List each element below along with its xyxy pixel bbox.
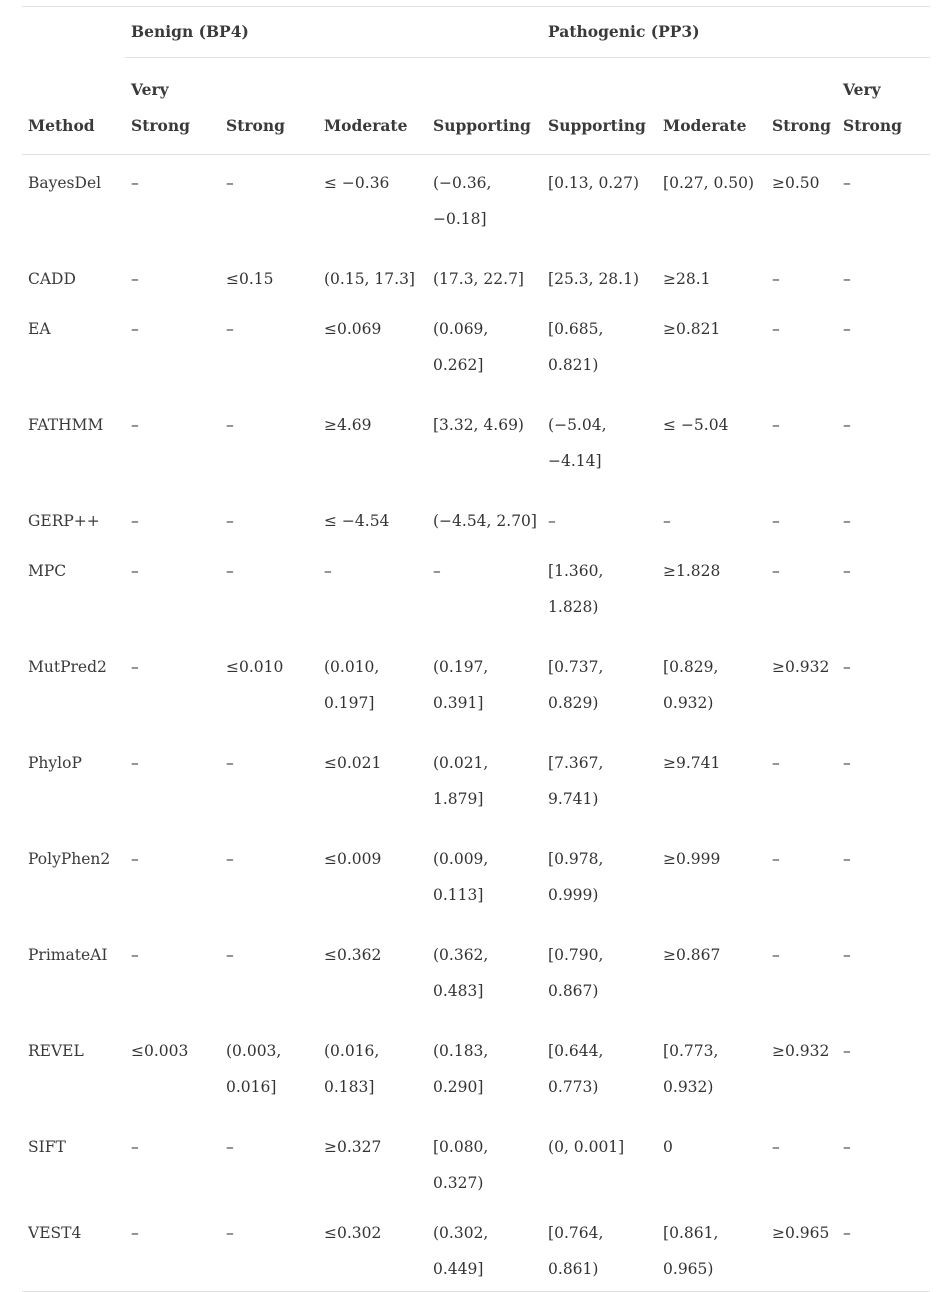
table-cell: ≤0.302 bbox=[318, 1205, 427, 1292]
table-cell: – bbox=[548, 512, 556, 530]
table-row bbox=[22, 639, 930, 735]
table-row bbox=[22, 1023, 930, 1119]
table-cell: ≤ −4.54 bbox=[324, 512, 390, 530]
table-cell: – bbox=[843, 850, 851, 868]
method-cell: GERP++ bbox=[28, 512, 100, 530]
table-cell: (0.302, 0.449] bbox=[427, 1205, 542, 1292]
table-row bbox=[22, 735, 930, 831]
method-cell: BayesDel bbox=[28, 174, 102, 192]
table-cell: ≥0.965 bbox=[766, 1205, 837, 1292]
table-cell: – bbox=[226, 754, 234, 772]
table-cell: (0.183, 0.290] bbox=[433, 1042, 489, 1096]
table-cell: – bbox=[131, 850, 139, 868]
table-row bbox=[22, 155, 930, 252]
column-header: Moderate bbox=[318, 58, 427, 155]
method-cell: VEST4 bbox=[22, 1205, 125, 1292]
table-cell: ≥0.867 bbox=[663, 946, 721, 964]
method-cell: MPC bbox=[28, 562, 67, 580]
table-cell: ≥1.828 bbox=[663, 562, 721, 580]
table-row bbox=[22, 301, 930, 397]
table-cell: – bbox=[131, 1138, 139, 1156]
table-cell: – bbox=[220, 1205, 318, 1292]
table-cell: (0.021, 1.879] bbox=[433, 754, 489, 808]
table-cell: ≥0.50 bbox=[772, 174, 820, 192]
table-row bbox=[22, 831, 930, 927]
table-cell: ≤0.003 bbox=[131, 1042, 189, 1060]
table-cell: – bbox=[843, 658, 851, 676]
table-cell: [0.790, 0.867) bbox=[548, 946, 604, 1000]
table-cell: ≥0.932 bbox=[772, 658, 830, 676]
method-cell: CADD bbox=[28, 270, 76, 288]
table-cell: [0.829, 0.932) bbox=[663, 658, 719, 712]
table-cell: – bbox=[125, 1205, 220, 1292]
table-cell: [0.737, 0.829) bbox=[548, 658, 604, 712]
table-cell: (−0.36, −0.18] bbox=[433, 174, 492, 228]
table-cell: – bbox=[843, 1042, 851, 1060]
table-row bbox=[22, 543, 930, 639]
table-cell: – bbox=[843, 562, 851, 580]
group-header-benign: Benign (BP4) bbox=[125, 7, 542, 58]
method-cell: FATHMM bbox=[28, 416, 104, 434]
method-cell: REVEL bbox=[28, 1042, 84, 1060]
table-cell: – bbox=[772, 512, 780, 530]
table-cell: [0.080, 0.327) bbox=[433, 1138, 489, 1192]
table-cell: – bbox=[772, 270, 780, 288]
table-cell: [0.644, 0.773) bbox=[548, 1042, 604, 1096]
column-header: Strong bbox=[220, 58, 318, 155]
table-cell: ≥0.327 bbox=[324, 1138, 382, 1156]
table-cell: – bbox=[843, 1138, 851, 1156]
table-cell: [0.13, 0.27) bbox=[548, 174, 640, 192]
table-cell: [0.27, 0.50) bbox=[663, 174, 755, 192]
table-cell: – bbox=[226, 512, 234, 530]
table-row bbox=[22, 1205, 930, 1292]
table-cell: [0.685, 0.821) bbox=[548, 320, 604, 374]
table-cell: (17.3, 22.7] bbox=[433, 270, 524, 288]
table-cell: – bbox=[226, 320, 234, 338]
table-cell: ≤0.009 bbox=[324, 850, 382, 868]
group-header-spacer bbox=[22, 7, 125, 58]
table-cell: – bbox=[843, 416, 851, 434]
table-cell: – bbox=[843, 320, 851, 338]
table-cell: ≤0.010 bbox=[226, 658, 284, 676]
table-cell: (−5.04, −4.14] bbox=[548, 416, 607, 470]
table-cell: – bbox=[226, 850, 234, 868]
table-cell: ≤ −5.04 bbox=[663, 416, 729, 434]
method-cell: PrimateAI bbox=[28, 946, 108, 964]
table-cell: ≥4.69 bbox=[324, 416, 372, 434]
table-cell: – bbox=[772, 320, 780, 338]
table-body bbox=[22, 155, 930, 1292]
table-cell: ≤0.069 bbox=[324, 320, 382, 338]
table-cell: – bbox=[837, 1205, 930, 1292]
table-cell: – bbox=[226, 416, 234, 434]
table-cell: – bbox=[226, 946, 234, 964]
method-cell: SIFT bbox=[28, 1138, 66, 1156]
table-cell: ≤ −0.36 bbox=[324, 174, 390, 192]
table-cell: [25.3, 28.1) bbox=[548, 270, 640, 288]
table-cell: [1.360, 1.828) bbox=[548, 562, 604, 616]
table-cell: – bbox=[772, 562, 780, 580]
table-row bbox=[22, 1119, 930, 1205]
table-cell: (0, 0.001] bbox=[548, 1138, 625, 1156]
table-cell: – bbox=[772, 1138, 780, 1156]
table-cell: – bbox=[843, 754, 851, 772]
table-cell: – bbox=[843, 270, 851, 288]
table-cell: – bbox=[772, 850, 780, 868]
table-cell: ≥0.999 bbox=[663, 850, 721, 868]
table-row bbox=[22, 397, 930, 493]
table-cell: (0.003, 0.016] bbox=[226, 1042, 282, 1096]
table-row bbox=[22, 493, 930, 543]
table-cell: – bbox=[772, 416, 780, 434]
table-cell: – bbox=[843, 946, 851, 964]
table-cell: [3.32, 4.69) bbox=[433, 416, 524, 434]
column-header: Very Strong bbox=[837, 58, 930, 155]
table-cell: – bbox=[131, 658, 139, 676]
table-cell: [0.861, 0.965) bbox=[657, 1205, 766, 1292]
table-cell: (0.016, 0.183] bbox=[324, 1042, 380, 1096]
table-cell: [0.773, 0.932) bbox=[663, 1042, 719, 1096]
column-header: Supporting bbox=[427, 58, 542, 155]
method-cell: EA bbox=[28, 320, 51, 338]
method-cell: PolyPhen2 bbox=[28, 850, 111, 868]
table-cell: [0.764, 0.861) bbox=[542, 1205, 657, 1292]
column-header: Very Strong bbox=[125, 58, 220, 155]
group-header-row bbox=[22, 7, 930, 58]
method-cell: MutPred2 bbox=[28, 658, 107, 676]
table-cell: ≤0.362 bbox=[324, 946, 382, 964]
table-cell: – bbox=[433, 562, 441, 580]
table-row bbox=[22, 251, 930, 301]
table-cell: [7.367, 9.741) bbox=[548, 754, 604, 808]
table-cell: – bbox=[843, 174, 851, 192]
table-cell: (0.069, 0.262] bbox=[433, 320, 489, 374]
table-cell: (0.15, 17.3] bbox=[324, 270, 415, 288]
table-cell: – bbox=[131, 754, 139, 772]
table-cell: – bbox=[226, 1138, 234, 1156]
column-header: Strong bbox=[766, 58, 837, 155]
column-header-row bbox=[22, 58, 930, 155]
table-cell: ≥0.932 bbox=[772, 1042, 830, 1060]
table-cell: [0.978, 0.999) bbox=[548, 850, 604, 904]
table-cell: – bbox=[324, 562, 332, 580]
table-cell: ≤0.15 bbox=[226, 270, 274, 288]
table-cell: ≥0.821 bbox=[663, 320, 721, 338]
table-cell: – bbox=[131, 562, 139, 580]
column-header: Moderate bbox=[657, 58, 766, 155]
table-cell: – bbox=[843, 512, 851, 530]
table-cell: ≥28.1 bbox=[663, 270, 711, 288]
thresholds-table bbox=[22, 6, 930, 1292]
table-cell: – bbox=[131, 320, 139, 338]
table-cell: ≥9.741 bbox=[663, 754, 721, 772]
table-cell: – bbox=[131, 416, 139, 434]
column-header: Supporting bbox=[542, 58, 657, 155]
table-cell: – bbox=[772, 946, 780, 964]
table-cell: (0.010, 0.197] bbox=[324, 658, 380, 712]
table-cell: – bbox=[772, 754, 780, 772]
table-cell: – bbox=[131, 946, 139, 964]
table-row bbox=[22, 927, 930, 1023]
table-cell: (0.009, 0.113] bbox=[433, 850, 489, 904]
table-cell: – bbox=[663, 512, 671, 530]
group-header-pathogenic: Pathogenic (PP3) bbox=[542, 7, 930, 58]
table-cell: – bbox=[131, 270, 139, 288]
table-cell: (−4.54, 2.70] bbox=[433, 512, 537, 530]
table-cell: – bbox=[226, 562, 234, 580]
table-cell: – bbox=[131, 512, 139, 530]
method-cell: PhyloP bbox=[28, 754, 82, 772]
column-header: Method bbox=[22, 58, 125, 155]
table-cell: (0.362, 0.483] bbox=[433, 946, 489, 1000]
table-cell: (0.197, 0.391] bbox=[433, 658, 489, 712]
table-cell: – bbox=[131, 174, 139, 192]
table-cell: – bbox=[226, 174, 234, 192]
table-cell: 0 bbox=[663, 1138, 673, 1156]
table-cell: ≤0.021 bbox=[324, 754, 382, 772]
